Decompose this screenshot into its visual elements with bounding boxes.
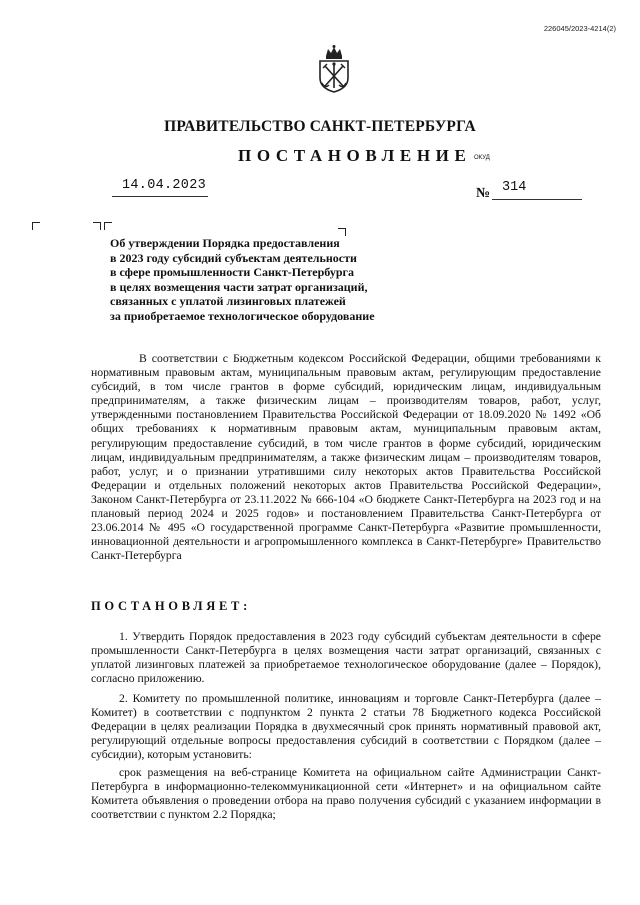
subject-line: связанных с уплатой лизинговых платежей bbox=[110, 294, 346, 308]
subject-line: в 2023 году субсидий субъектам деятельности bbox=[110, 250, 357, 265]
clause-1: 1. Утвердить Порядок предоставления в 2023 году субсидий субъектам деятельности в сфере промышленности Санкт-Петербурга в целях возмещения части затрат организаций, связанных с уплатой лизинговых платежей за приобретаемое технологическое оборудование (далее – Порядок), согласно приложению. bbox=[91, 630, 601, 686]
clause-2-item: срок размещения на веб-странице Комитета на официальном сайте Администрации Санкт-Петербурга в информационно-телекоммуникационной сети «Интернет» и на официальном сайте Комитета объявления о проведении отбора на право получения субсидий с указанием информации в соответствии с пунктом 2.2 Порядка; bbox=[91, 766, 601, 822]
decree-title: ПОСТАНОВЛЕНИЕ bbox=[238, 146, 472, 165]
decree-date: 14.04.2023 bbox=[122, 178, 207, 193]
corner-mark bbox=[104, 222, 112, 230]
okud-label: ОКУД bbox=[474, 155, 490, 161]
corner-mark bbox=[32, 222, 40, 230]
clause-2: 2. Комитету по промышленной политике, инновациям и торговле Санкт-Петербурга (далее – Комитет) в соответствии с подпунктом 2 пункта 2 статьи 78 Бюджетного кодекса Российской Федерации в целях реализации Порядка в двухмесячный срок принять нормативный правовой акт, регулирующий отдельные вопросы предоставления субсидий в соответствии с Порядком (далее – субсидии), которым установить: bbox=[91, 692, 601, 762]
corner-mark bbox=[93, 222, 101, 230]
spb-coat-of-arms-icon bbox=[316, 44, 352, 94]
date-underline bbox=[112, 196, 208, 197]
preamble-paragraph: В соответствии с Бюджетным кодексом Российской Федерации, общими требованиями к нормативным правовым актам, муниципальным правовым актам, регулирующим предоставление субсидий, в том числе грантов в форме субсидий, юридическим лицам, индивидуальным предпринимателям, а также физическим лицам – производителям товаров, работ, услуг, утвержденными постановлением Правительства Российской Федерации от 18.09.2020 № 1492 «Об общих требованиях к нормативным правовым актам, муниципальным правовым актам, регулирующим предоставление субсидий, в том числе грантов в форме субсидий, юридическим лицам, индивидуальным предпринимателям, а также физическим лицам – производителям товаров, работ, услуг, и о признании утратившими силу некоторых актов Правительства Российской Федерации и отдельных положений некоторых актов Правительства Российской Федерации», Законом Санкт-Петербурга от 23.11.2022 № 666-104 «О бюджете Санкт-Петербурга на 2023 год и на плановый период 2024 и 2025 годов» и постановлением Правительства Санкт-Петербурга от 23.06.2014 № 495 «О государственной программе Санкт-Петербурга «Развитие промышленности, инновационной деятельности и агропромышленного комплекса в Санкт-Петербурге» Правительство Санкт-Петербурга bbox=[91, 352, 601, 563]
government-title: ПРАВИТЕЛЬСТВО САНКТ-ПЕТЕРБУРГА bbox=[164, 118, 476, 135]
subject-line: в сфере промышленности Санкт-Петербурга bbox=[110, 265, 354, 279]
subject-line: в целях возмещения части затрат организаций, bbox=[110, 279, 368, 294]
resolves-heading: ПОСТАНОВЛЯЕТ: bbox=[91, 599, 251, 613]
subject-line: за приобретаемое технологическое оборудование bbox=[110, 308, 375, 323]
decree-number: 314 bbox=[502, 180, 527, 195]
document-registration-number: 226045/2023-4214(2) bbox=[543, 24, 616, 33]
decree-subject bbox=[110, 236, 375, 323]
number-sign: № bbox=[476, 186, 491, 201]
subject-line: Об утверждении Порядка предоставления bbox=[110, 236, 340, 250]
number-underline bbox=[492, 199, 582, 200]
corner-mark bbox=[338, 228, 346, 236]
